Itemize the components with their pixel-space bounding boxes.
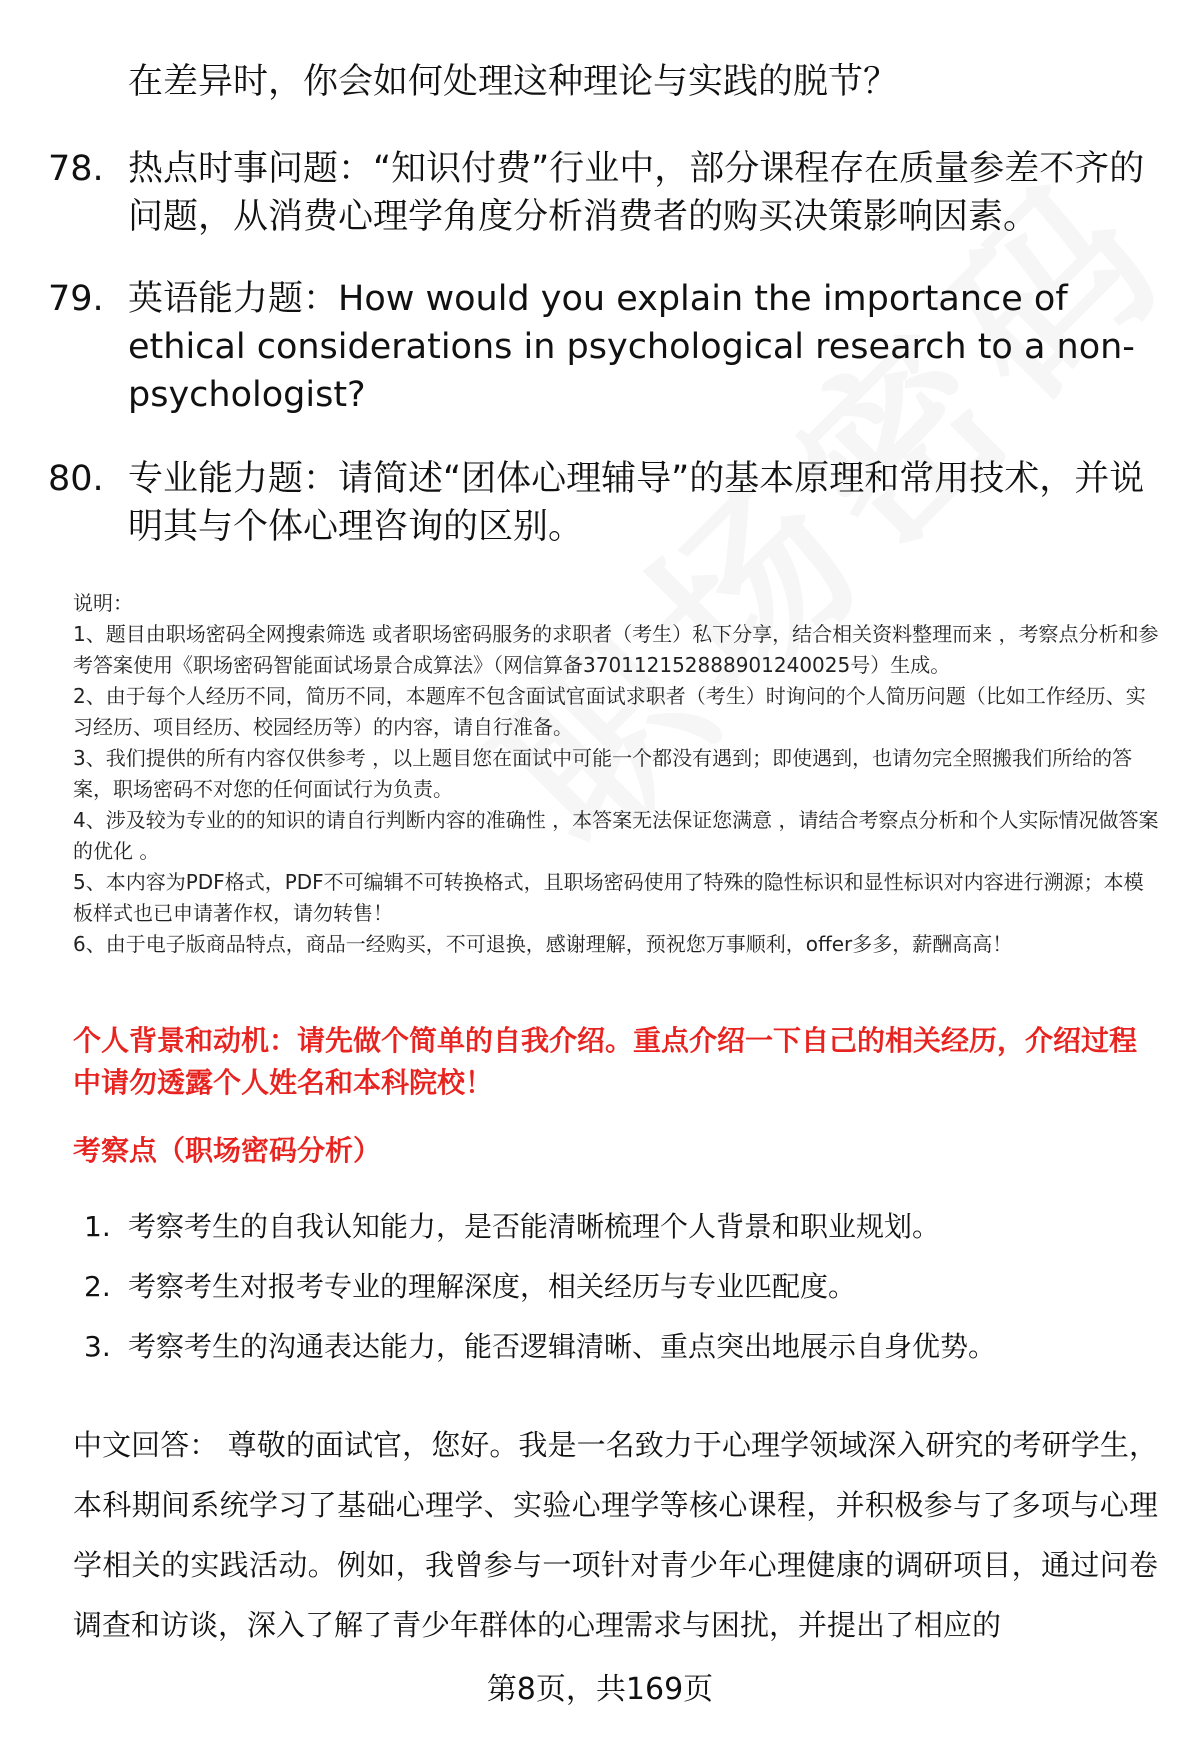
question-text: 专业能力题：请简述“团体心理辅导”的基本原理和常用技术，并说明其与个体心理咨询的区别。 [128,459,1145,547]
note-item: 3、我们提供的所有内容仅供参考 ，以上题目您在面试中可能一个都没有遇到；即使遇到，也请勿完全照搬我们所给的答案，职场密码不对您的任何面试行为负责。 [73,746,1133,801]
list-item [84,1327,1154,1367]
point-text: 考察考生的自我认知能力，是否能清晰梳理个人背景和职业规划。 [128,1210,941,1243]
note-item: 1、题目由职场密码全网搜索筛选 或者职场密码服务的求职者（考生）私下分享，结合相关资料整理而来 ，考察点分析和参考答案使用《职场密码智能面试场景合成算法》（网信算备370112152888901240025号）生成。 [73,622,1159,677]
analysis-points [84,1207,1154,1387]
question-continuation: 在差异时，你会如何处理这种理论与实践的脱节？ [128,62,899,102]
point-number: 1. [84,1210,111,1243]
question-number: 79. [48,279,104,319]
point-text: 考察考生的沟通表达能力，能否逻辑清晰、重点突出地展示自身优势。 [128,1330,997,1363]
analysis-subheading: 考察点（职场密码分析） [73,1134,382,1167]
note-item: 5、本内容为PDF格式，PDF不可编辑不可转换格式，且职场密码使用了特殊的隐性标识和显性标识对内容进行溯源；本模板样式也已申请著作权，请勿转售！ [73,870,1144,925]
point-number: 3. [84,1330,111,1363]
notes-section [73,588,1163,960]
point-text: 考察考生对报考专业的理解深度，相关经历与专业匹配度。 [128,1270,857,1303]
page-footer: 第8页，共169页 [486,1672,714,1707]
question-text: 英语能力题：How would you explain the importance of ethical considerations in psychological research to a non-psychologist? [128,279,1135,415]
notes-title: 说明： [73,591,133,615]
question-number: 80. [48,459,104,499]
list-item [84,1267,1154,1307]
answer-paragraph: 中文回答： 尊敬的面试官，您好。我是一名致力于心理学领域深入研究的考研学生，本科期间系统学习了基础心理学、实验心理学等核心课程，并积极参与了多项与心理学相关的实践活动。例如，我曾参与一项针对青少年心理健康的调研项目，通过问卷调查和访谈，深入了解了青少年群体的心理需求与困扰，并提出了相应的 [73,1428,1158,1642]
question-text: 热点时事问题：“知识付费”行业中，部分课程存在质量参差不齐的问题，从消费心理学角度分析消费者的购买决策影响因素。 [128,149,1145,237]
note-item: 4、涉及较为专业的的知识的请自行判断内容的准确性 ，本答案无法保证您满意 ，请结合考察点分析和个人实际情况做答案的优化 。 [73,808,1159,863]
point-number: 2. [84,1270,111,1303]
question-number: 78. [48,149,104,189]
note-item: 2、由于每个人经历不同，简历不同，本题库不包含面试官面试求职者（考生）时询问的个人简历问题（比如工作经历、实习经历、项目经历、校园经历等）的内容，请自行准备。 [73,684,1146,739]
question-heading: 个人背景和动机：请先做个简单的自我介绍。重点介绍一下自己的相关经历，介绍过程中请勿透露个人姓名和本科院校！ [73,1024,1138,1099]
note-item: 6、由于电子版商品特点，商品一经购买，不可退换，感谢理解，预祝您万事顺利，offer多多，薪酬高高！ [73,932,1013,956]
list-item [84,1207,1154,1247]
